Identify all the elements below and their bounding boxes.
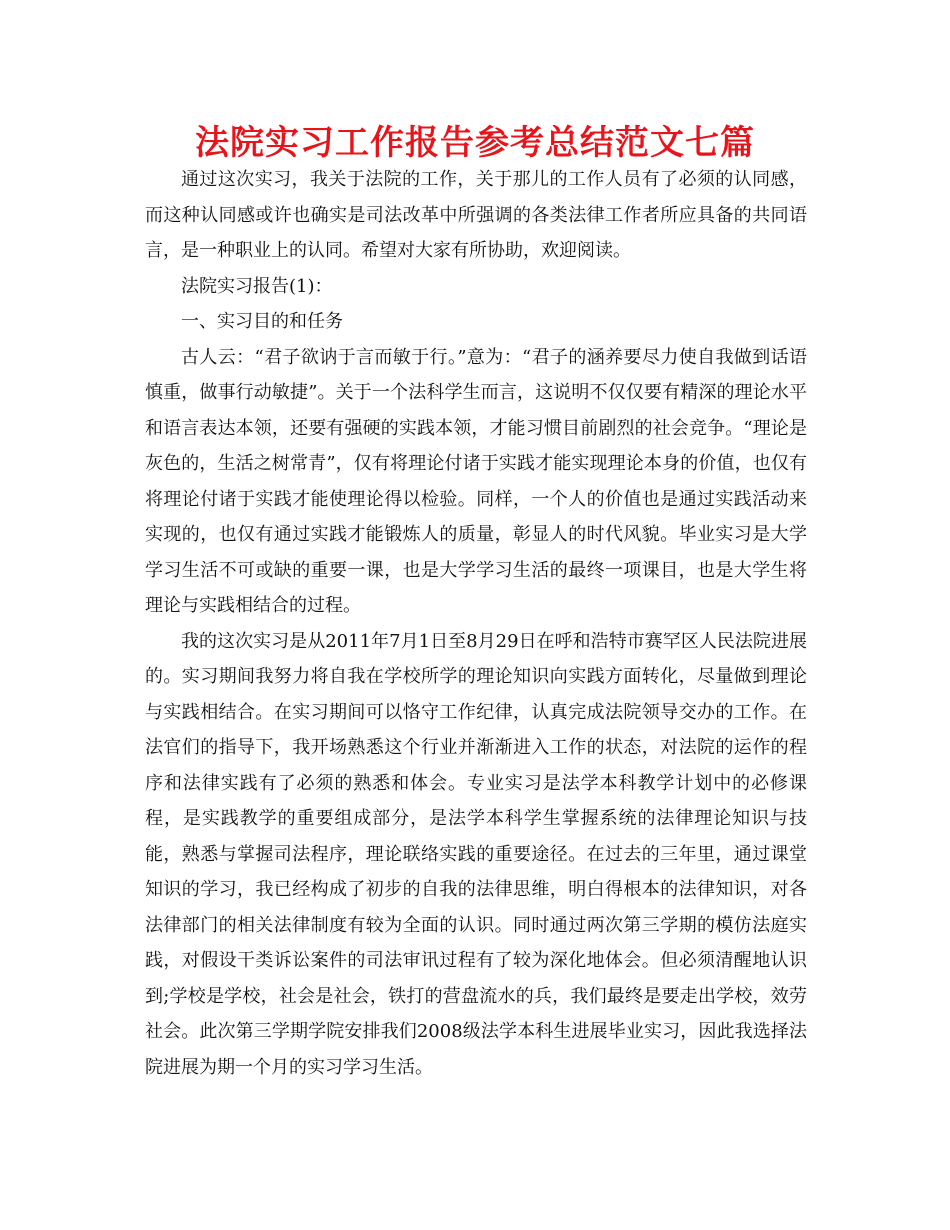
document-title: 法院实习工作报告参考总结范文七篇: [195, 123, 755, 163]
body-paragraph: 古人云：“君子欲讷于言而敏于行。”意为：“君子的涵养要尽力使自我做到话语慎重，做事行动敏捷”。关于一个法科学生而言，这说明不仅仅要有精深的理论水平和语言表达本领，还要有强硬的实践本领，才能习惯目前剧烈的社会竞争。“理论是灰色的，生活之树常青”，仅有将理论付诸于实践才能实现理论本身的价值，也仅有将理论付诸于实践才能使理论得以检验。同样，一个人的价值也是通过实践活动来实现的，也仅有通过实践才能锻炼人的质量，彰显人的时代风貌。毕业实习是大学学习生活不可或缺的重要一课，也是大学学习生活的最终一项课目，也是大学生将理论与实践相结合的过程。: [145, 346, 807, 616]
section-heading: 一、实习目的和任务: [181, 311, 343, 332]
report-heading: 法院实习报告(1)：: [181, 275, 333, 297]
document-body: [145, 162, 807, 1085]
body-paragraph: 我的这次实习是从2011年7月1日至8月29日在呼和浩特市赛罕区人民法院进展的。实习期间我努力将自我在学校所学的理论知识向实践方面转化，尽量做到理论与实践相结合。在实习期间可以恪守工作纪律，认真完成法院领导交办的工作。在法官们的指导下，我开场熟悉这个行业并渐渐进入工作的状态，对法院的运作的程序和法律实践有了必须的熟悉和体会。专业实习是法学本科教学计划中的必修课程，是实践教学的重要组成部分，是法学本科学生掌握系统的法律理论知识与技能，熟悉与掌握司法程序，理论联络实践的重要途径。在过去的三年里，通过课堂知识的学习，我已经构成了初步的自我的法律思维，明白得根本的法律知识，对各法律部门的相关法律制度有较为全面的认识。同时通过两次第三学期的模仿法庭实践，对假设干类诉讼案件的司法审讯过程有了较为深化地体会。但必须清醒地认识到;学校是学校，社会是社会，铁打的营盘流水的兵，我们最终是要走出学校，效劳社会。此次第三学期学院安排我们2008级法学本科生进展毕业实习，因此我选择法院进展为期一个月的实习学习生活。: [145, 630, 807, 1078]
intro-paragraph: 通过这次实习，我关于法院的工作，关于那儿的工作人员有了必须的认同感，而这种认同感或许也确实是司法改革中所强调的各类法律工作者所应具备的共同语言，是一种职业上的认同。希望对大家有所协助，欢迎阅读。: [145, 169, 807, 261]
